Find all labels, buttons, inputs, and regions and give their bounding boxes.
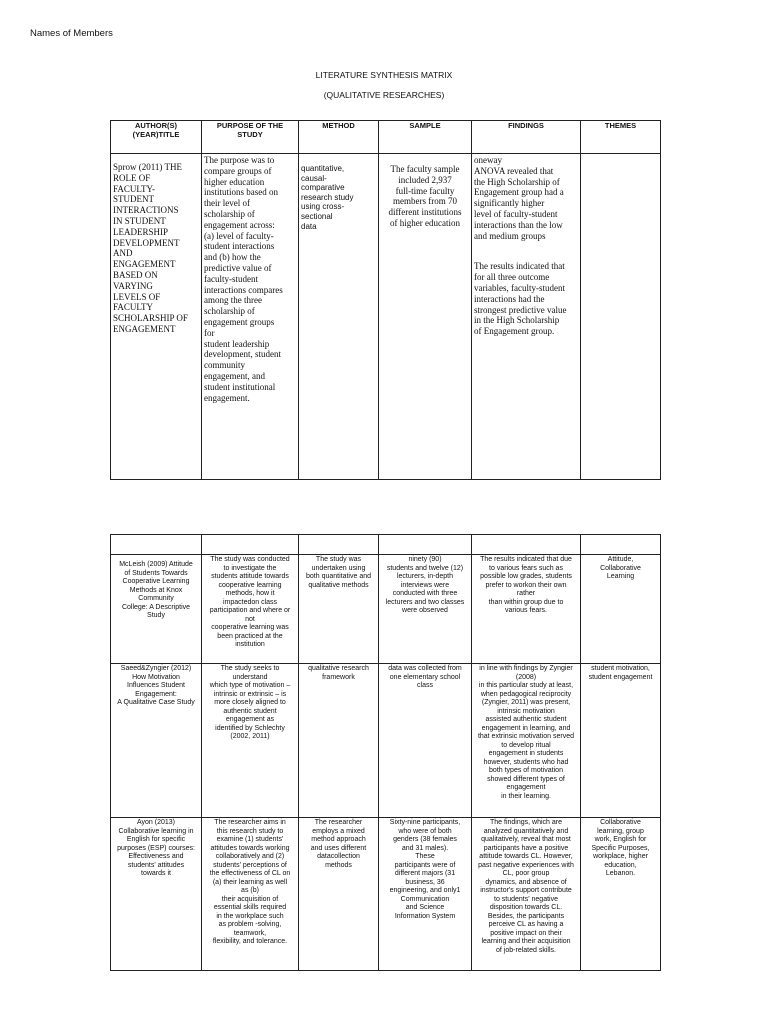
synthesis-table-2 bbox=[110, 534, 661, 971]
cell-purpose: The purpose was to compare groups of higher education institutions based on their level of scholarship of engagement across: (a) level of faculty- student interactions and (b) how the predictive value of faculty-student interactions compares among the three scholarship of engagement groups for student leadership development, student community engagement, and student institutional engagement. bbox=[202, 154, 299, 480]
cell-sample: The faculty sample included 2,937 full-time faculty members from 70 different institutions of higher education bbox=[379, 154, 472, 480]
cell-author: Saeed&Zyngier (2012) How Motivation Influences Student Engagement: A Qualitative Case Study bbox=[111, 664, 202, 818]
cell-author: Sprow (2011) THE ROLE OF FACULTY- STUDENT INTERACTIONS IN STUDENT LEADERSHIP DEVELOPMENT AND ENGAGEMENT BASED ON VARYING LEVELS OF FACULTY SCHOLARSHIP OF ENGAGEMENT bbox=[111, 154, 202, 480]
cell-findings: The results indicated that due to various fears such as possible low grades, students prefer to workon their own rather than within group due to various fears. bbox=[472, 555, 581, 664]
cell-themes bbox=[581, 154, 661, 480]
page-title: LITERATURE SYNTHESIS MATRIX bbox=[315, 70, 453, 80]
findings-part-2: The results indicated that for all three outcome variables, faculty-student interactions had the strongest predictive value in the High Scholarship of Engagement group. bbox=[474, 261, 567, 337]
cell-method: The study was undertaken using both quantitative and qualitative methods bbox=[299, 555, 379, 664]
blank-header-row bbox=[111, 535, 661, 555]
blank-cell bbox=[581, 535, 661, 555]
cell-sample: Sixty-nine participants, who were of both genders (38 females and 31 males). These participants were of different majors (31 business, 36 engineering, and only1 Communication and Science Information System bbox=[379, 818, 472, 971]
blank-cell bbox=[472, 535, 581, 555]
table-row bbox=[111, 664, 661, 818]
cell-author: McLeish (2009) Attitude of Students Towards Cooperative Learning Methods at Knox Community College: A Descriptive Study bbox=[111, 555, 202, 664]
cell-purpose: The researcher aims in this research study to examine (1) students' attitudes towards working collaboratively and (2) students' perceptions of the effectiveness of CL on (a) their learning as well as (b) their acquisition of essential skills required in the workplace such as problem -solving, teamwork, flexibility, and tolerance. bbox=[202, 818, 299, 971]
cell-purpose: The study was conducted to investigate the students attitude towards cooperative learning methods, how it impactedon class participation and where or not cooperative learning was been practiced at the institution bbox=[202, 555, 299, 664]
cell-method: qualitative research framework bbox=[299, 664, 379, 818]
cell-sample: ninety (90) students and twelve (12) lecturers, in-depth interviews were conducted with three lecturers and two classes were observed bbox=[379, 555, 472, 664]
cell-findings: The findings, which are analyzed quantitatively and qualitatively, reveal that most participants have a positive attitude towards CL. However, past negative experiences with CL, poor group dynamics, and absence of instructor's support contribute to students' negative disposition towards CL. Besides, the participants perceive CL as having a positive impact on their learning and their acquisition of job-related skills. bbox=[472, 818, 581, 971]
header-purpose: PURPOSE OF THE STUDY bbox=[202, 121, 299, 154]
page-subtitle: (QUALITATIVE RESEARCHES) bbox=[323, 90, 445, 100]
blank-cell bbox=[299, 535, 379, 555]
cell-themes: Attitude, Collaborative Learning bbox=[581, 555, 661, 664]
table-row bbox=[111, 555, 661, 664]
blank-cell bbox=[202, 535, 299, 555]
cell-method: quantitative, causal- comparative research study using cross- sectional data bbox=[299, 154, 379, 480]
synthesis-table-1 bbox=[110, 120, 661, 480]
members-label: Names of Members bbox=[30, 28, 113, 39]
cell-themes: Collaborative learning, group work, English for Specific Purposes, workplace, higher education, Lebanon. bbox=[581, 818, 661, 971]
header-themes: THEMES bbox=[581, 121, 661, 154]
table-row bbox=[111, 154, 661, 480]
header-sample: SAMPLE bbox=[379, 121, 472, 154]
cell-sample: data was collected from one elementary school class bbox=[379, 664, 472, 818]
cell-themes: student motivation, student engagement bbox=[581, 664, 661, 818]
header-author: AUTHOR(S) (YEAR)TITLE bbox=[111, 121, 202, 154]
table-header-row bbox=[111, 121, 661, 154]
header-method: METHOD bbox=[299, 121, 379, 154]
header-findings: FINDINGS bbox=[472, 121, 581, 154]
cell-findings bbox=[472, 154, 581, 480]
blank-cell bbox=[111, 535, 202, 555]
table-row bbox=[111, 818, 661, 971]
cell-method: The researcher employs a mixed method approach and uses different datacollection methods bbox=[299, 818, 379, 971]
cell-findings: in line with findings by Zyngier (2008) in this particular study at least, when pedagogical reciprocity (Zyngier, 2011) was present, intrinsic motivation assisted authentic student engagement in learning, and that extrinsic motivation served to develop ritual engagement in students however, students who had both types of motivation showed different types of engagement in their learning. bbox=[472, 664, 581, 818]
findings-part-1: oneway ANOVA revealed that the High Scholarship of Engagement group had a significantly higher level of faculty-student interactions than the low and medium groups bbox=[474, 155, 564, 241]
cell-purpose: The study seeks to understand which type of motivation – intrinsic or extrinsic – is more closely aligned to authentic student engagement as identified by Schlechty (2002, 2011) bbox=[202, 664, 299, 818]
blank-cell bbox=[379, 535, 472, 555]
cell-author: Ayon (2013) Collaborative learning in English for specific purposes (ESP) courses: Effectiveness and students' attitudes towards it bbox=[111, 818, 202, 971]
